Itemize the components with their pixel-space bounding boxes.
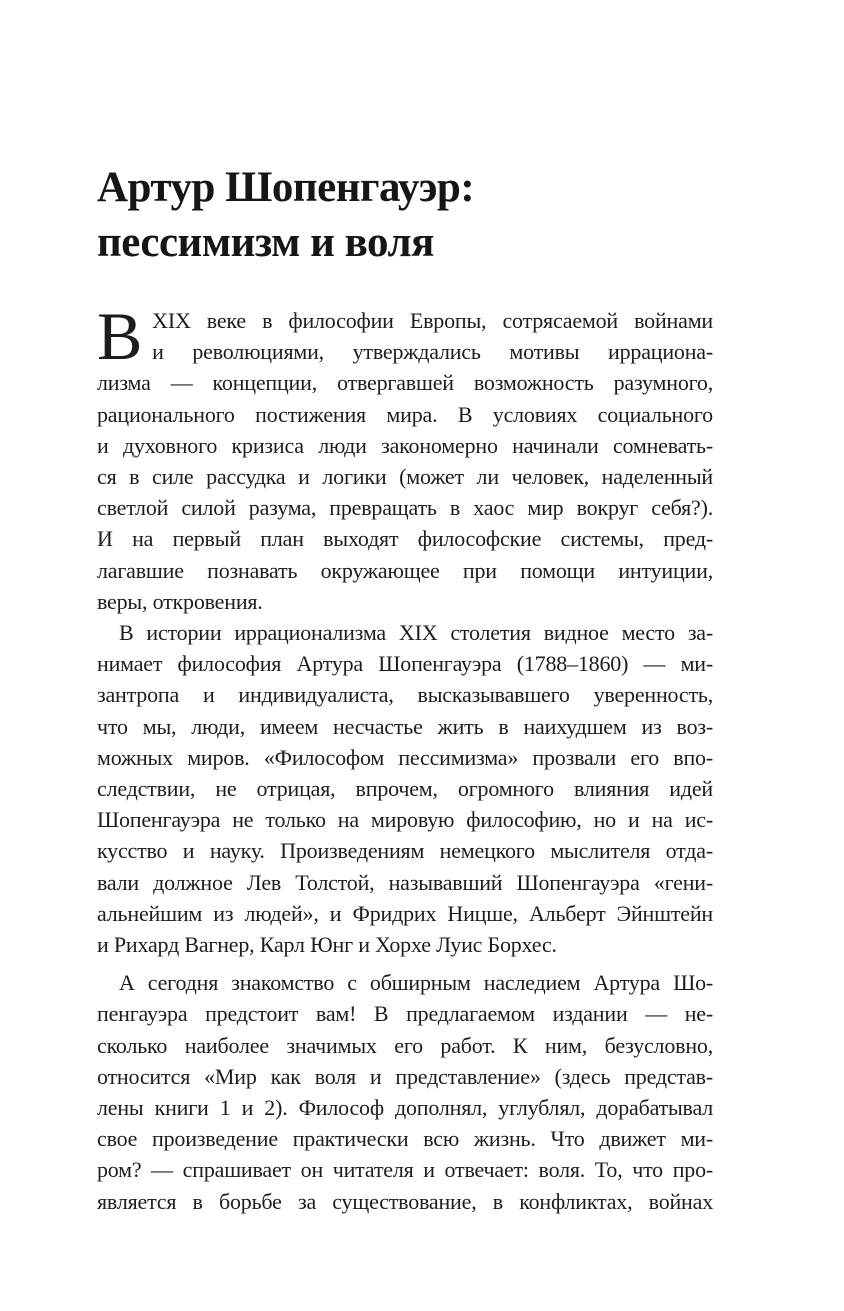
text-line: светлой силой разума, превращать в хаос мир вокруг себя?). xyxy=(97,495,713,521)
text-line: зантропа и индивидуалиста, высказывавшего уверенность, xyxy=(97,682,713,708)
text-line: лены книги 1 и 2). Философ дополнял, углублял, дорабатывал xyxy=(97,1095,713,1121)
text-line: И на первый план выходят философские системы, пред- xyxy=(97,526,713,552)
page-content xyxy=(97,160,713,1217)
text-line: является в борьбе за существование, в конфликтах, войнах xyxy=(97,1188,713,1214)
text-line: альнейшим из людей», и Фридрих Ницше, Альберт Эйнштейн xyxy=(97,900,713,926)
text-line: кусство и науку. Произведениям немецкого мыслителя отда- xyxy=(97,838,713,864)
text-line: рационального постижения мира. В условиях социального xyxy=(97,401,713,427)
chapter-title-line-2: пессимизм и воля xyxy=(97,219,434,266)
text-line: свое произведение практически всю жизнь. Что движет ми- xyxy=(97,1126,713,1152)
text-line: и революциями, утверждались мотивы иррациона- xyxy=(152,339,713,365)
text-line: лагавшие познавать окружающее при помощи интуиции, xyxy=(97,557,713,583)
body-text xyxy=(97,298,713,1217)
paragraph xyxy=(97,617,713,960)
chapter-title-line-1: Артур Шопенгауэр: xyxy=(97,164,475,211)
text-line: Шопенгауэра не только на мировую философию, но и на ис- xyxy=(97,807,713,833)
text-line: что мы, люди, имеем несчастье жить в наихудшем из воз- xyxy=(97,713,713,739)
paragraph xyxy=(97,967,713,1217)
text-line: сколько наиболее значимых его работ. К ним, безусловно, xyxy=(97,1032,713,1058)
text-line: А сегодня знакомство с обширным наследием Артура Шо- xyxy=(119,970,713,996)
text-line: и Рихард Вагнер, Карл Юнг и Хорхе Луис Борхес. xyxy=(97,932,557,958)
text-line: и духовного кризиса люди закономерно начинали сомневать- xyxy=(97,432,713,458)
text-line: пенгауэра предстоит вам! В предлагаемом издании — не- xyxy=(97,1001,713,1027)
text-line: ся в силе рассудка и логики (может ли человек, наделенный xyxy=(97,464,713,490)
text-line: следствии, не отрицая, впрочем, огромного влияния идей xyxy=(97,776,713,802)
drop-cap: В xyxy=(97,298,143,374)
text-line: лизма — концепции, отвергавшей возможность разумного, xyxy=(97,370,713,396)
chapter-title xyxy=(97,160,713,270)
text-line: XIX веке в философии Европы, сотрясаемой войнами xyxy=(152,308,713,333)
text-line: относится «Мир как воля и представление» (здесь представ- xyxy=(97,1063,713,1089)
text-line: вали должное Лев Толстой, называвший Шопенгауэра «гени- xyxy=(97,869,713,895)
text-line: веры, откровения. xyxy=(97,588,263,614)
text-line: можных миров. «Философом пессимизма» прозвали его впо- xyxy=(97,744,713,770)
text-line: В истории иррационализма XIX столетия видное место за- xyxy=(119,620,713,646)
text-line: нимает философия Артура Шопенгауэра (1788–1860) — ми- xyxy=(97,651,713,677)
text-line: ром? — спрашивает он читателя и отвечает: воля. То, что про- xyxy=(97,1157,713,1183)
paragraph xyxy=(97,298,713,617)
